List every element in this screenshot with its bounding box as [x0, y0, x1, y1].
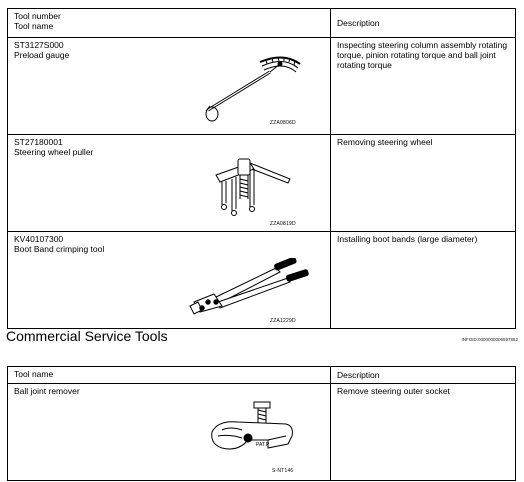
header-tool-cell: [8, 9, 331, 38]
commercial-tools-table: [7, 366, 516, 481]
tool-cell: [8, 384, 331, 481]
tool-description: Removing steering wheel: [331, 135, 516, 232]
tool-number: ST27180001: [14, 137, 63, 147]
tool-name: Boot Band crimping tool: [14, 244, 105, 254]
tool-cell: [8, 135, 331, 232]
figure-code: ZZA0819D: [270, 221, 296, 227]
crimping-tool-icon: [184, 258, 314, 318]
figure-code: ZZA0806D: [270, 120, 296, 126]
tool-cell: [8, 38, 331, 135]
info-id: INFOID:0000000006597852: [461, 337, 518, 342]
figure-code: ZZA1229D: [270, 318, 296, 324]
special-tools-table: [7, 8, 516, 329]
header-tool-name: Tool name: [8, 367, 331, 384]
section-title: Commercial Service Tools: [6, 328, 168, 344]
tool-name: Steering wheel puller: [14, 147, 94, 157]
figure-label: PAT.P: [256, 442, 270, 448]
header-tool-number: Tool number: [14, 11, 61, 21]
table-header-row: [8, 9, 516, 38]
table-row: [8, 38, 516, 135]
tool-number: KV40107300: [14, 234, 64, 244]
tool-number: ST3127S000: [14, 40, 64, 50]
table-row: [8, 232, 516, 329]
header-tool-name: Tool name: [14, 21, 54, 31]
tool-description: Remove steering outer socket: [331, 384, 516, 481]
ball-joint-remover-icon: [208, 400, 298, 464]
table-header-row: [8, 367, 516, 384]
steering-wheel-puller-icon: [210, 155, 310, 225]
tool-name: Preload gauge: [14, 50, 70, 60]
figure-code: S-NT146: [272, 468, 294, 474]
table-row: [8, 384, 516, 481]
table-row: [8, 135, 516, 232]
header-description: Description: [331, 9, 516, 38]
tool-name: Ball joint remover: [14, 386, 80, 396]
preload-gauge-icon: [200, 48, 310, 128]
header-description: Description: [331, 367, 516, 384]
tool-description: Inspecting steering column assembly rotating torque, pinion rotating torque and ball joint rotating torque: [331, 38, 516, 135]
tool-cell: [8, 232, 331, 329]
tool-description: Installing boot bands (large diameter): [331, 232, 516, 329]
